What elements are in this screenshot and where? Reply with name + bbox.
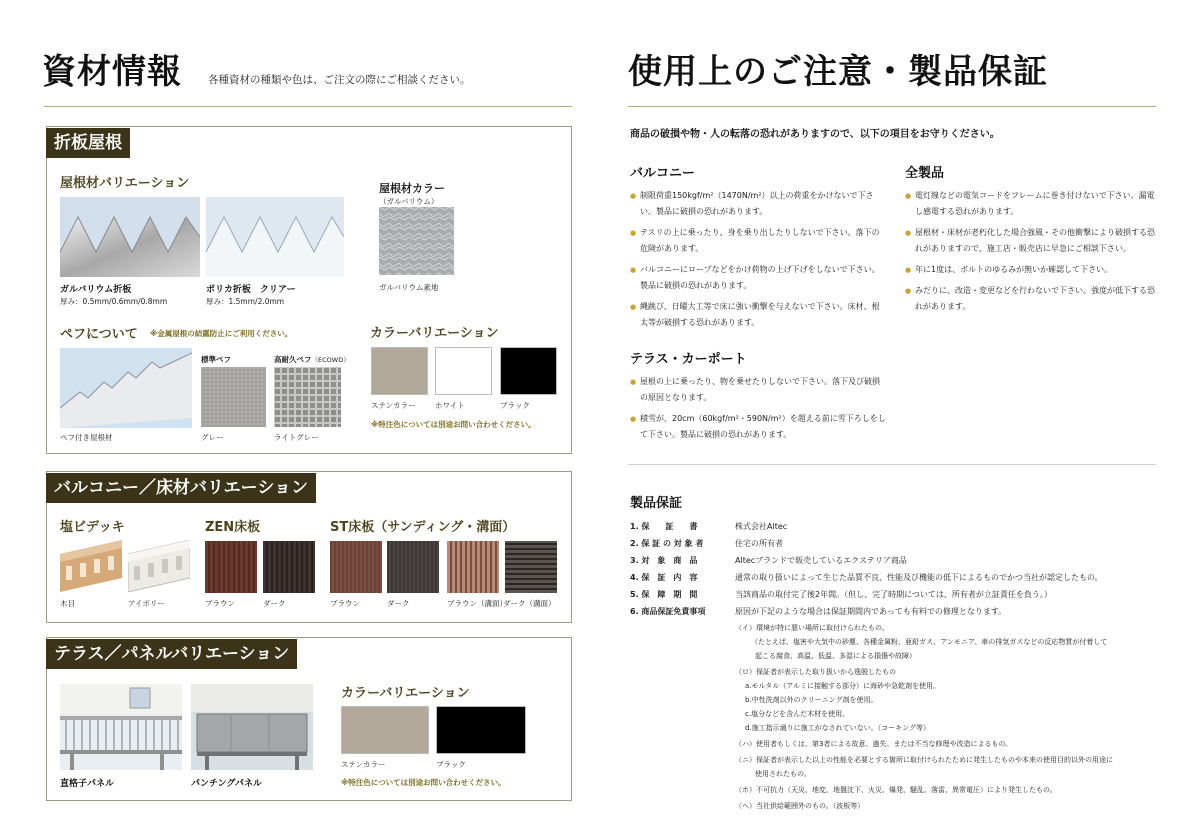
exclusion-line: （ヘ）当社供給範囲外のもの。（波板等）	[735, 802, 865, 810]
caution-balcony-item: ● 縄跳び、日曜大工等で床に強い衝撃を与えないで下さい。床材、根太等が破損する恐れがあります。	[630, 299, 886, 331]
right-page-title: 使用上のご注意・製品保証	[628, 52, 1048, 92]
warranty-row	[630, 535, 1103, 552]
roof-tag: 折板屋根	[46, 128, 130, 158]
st-swatch-dark	[387, 541, 439, 593]
pef-high-text: 高耐久ペフ	[274, 355, 312, 364]
zen-color-brown: ブラウン	[205, 599, 235, 608]
caution-all-item: ● 屋根材・床材が老朽化した場合強風・その他衝撃により破損する恐れがありますので、施工店・販売店に早急にご相談下さい。	[905, 225, 1160, 257]
caution-balcony-item: ● バルコニーにロープなどをかけ荷物の上げ下げをしないで下さい。製品に破損の恐れがあります。	[630, 262, 886, 294]
roof-color-variation-heading: カラーバリエーション	[370, 326, 499, 341]
pef-roof-image	[60, 348, 192, 428]
st-color-dark-grooved: ダーク（溝面）	[503, 599, 556, 608]
zen-swatch-brown	[205, 541, 257, 593]
st-color-dark: ダーク	[387, 599, 410, 608]
exclusion-line: 起こる腐食、高温、低温、多湿による損傷や故障）	[755, 652, 916, 660]
exclusion-line: c.塩分などを含んだ木材を使用。	[745, 710, 850, 718]
vinyl-deck-ivory	[128, 540, 190, 592]
lattice-panel-image	[60, 684, 182, 770]
vinyl-color-ivory: アイボリー	[128, 599, 165, 608]
warranty-row-label: 3. 対 象 商 品	[630, 556, 698, 565]
left-page-subtitle: 各種資材の種類や色は、ご注文の際にご相談ください。	[208, 74, 471, 86]
right-middle-rule	[628, 464, 1156, 465]
punching-panel-image	[191, 684, 313, 770]
caution-terrace-item: ● 屋根の上に乗ったり、物を乗せたりしないで下さい。落下及び破損の原因となります。	[630, 374, 886, 406]
caution-intro: 商品の破損や物・人の転落の恐れがありますので、以下の項目をお守りください。	[630, 129, 1000, 140]
polycarbonate-name: ポリカ折板 クリアー	[206, 285, 296, 295]
st-color-brown-grooved: ブラウン（溝面）	[447, 599, 507, 608]
pef-high-color: ライトグレー	[274, 433, 319, 442]
pef-note: ※金属屋根の結露防止にご利用ください。	[150, 329, 293, 338]
pef-heading: ペフについて	[60, 327, 138, 342]
warranty-row-label: 4. 保 証 内 容	[630, 573, 698, 582]
warranty-exclusions	[735, 621, 1113, 813]
warranty-row-value: 通常の取り扱いによって生じた品質不良、性能及び機能の低下によるものでかつ当社が認定したもの。	[735, 573, 1103, 582]
terrace-swatch-label-black: ブラック	[436, 760, 466, 769]
caution-all-heading: 全製品	[905, 166, 945, 181]
exclusion-line: （ニ）保証者が表示した以上の性能を必要とする箇所に取付けられたために発生したものや本来の使用目的以外の用途に	[735, 756, 1113, 764]
warranty-row-label: 1. 保 証 書	[630, 522, 698, 531]
caution-terrace-item: ● 積雪が、20cm（60kgf/m²・590N/m²）を超える前に雪下ろしをして下さい。製品に破損の恐れがあります。	[630, 411, 886, 443]
terrace-swatch-stain	[341, 706, 429, 754]
exclusion-line: b.中性洗剤以外のクリーニング剤を使用。	[745, 696, 878, 704]
st-swatch-brown	[330, 541, 382, 593]
punching-panel-label: パンチングパネル	[191, 779, 262, 789]
terrace-swatch-label-stain: ステンカラー	[341, 760, 386, 769]
roof-special-color-note: ※特注色については別途お問い合わせください。	[371, 420, 536, 429]
roof-swatch-black	[500, 347, 557, 395]
exclusion-line: （ロ）保証者が表示した取り扱いから逸脱したもの	[735, 668, 896, 676]
galvalume-texture-swatch	[379, 207, 454, 275]
galvalume-name: ガルバリウム折板	[60, 285, 132, 295]
warranty-row	[630, 603, 1103, 620]
pef-standard-label: 標準ペフ	[201, 355, 231, 364]
warranty-row	[630, 586, 1103, 603]
roof-swatch-stain	[371, 347, 428, 395]
caution-terrace-list	[630, 374, 886, 443]
st-color-brown: ブラウン	[330, 599, 360, 608]
roof-color-caption: ガルバリウム素地	[379, 283, 439, 292]
caution-balcony-heading: バルコニー	[630, 166, 696, 181]
exclusion-line: d.施工指示通りに施工がなされていない。（コーキング等）	[745, 724, 930, 732]
roof-swatch-label-black: ブラック	[500, 401, 530, 410]
pef-standard-swatch	[201, 367, 266, 427]
warranty-row-value: 株式会社Altec	[735, 522, 788, 531]
warranty-row-value: 当該商品の取付完了後2年間。（但し、完了時期については、所有者が立証責任を負う。）	[735, 590, 1052, 599]
caution-all-item: ● 電灯線などの電気コードをフレームに巻き付けないで下さい。漏電し感電する恐れがあります。	[905, 188, 1160, 220]
caution-terrace-heading: テラス・カーポート	[630, 352, 747, 367]
exclusion-line: 使用されたもの。	[755, 770, 811, 778]
st-swatch-dark-grooved	[505, 541, 557, 593]
caution-balcony-item: ● テスリの上に乗ったり、身を乗り出したりしないで下さい。落下の危険があります。	[630, 225, 886, 257]
left-page-title: 資材情報	[42, 52, 182, 92]
exclusion-line: （たとえば、塩害や大気中の砂塵、各種金属粉、亜鉛ガス、アンモニア、車の排気ガスなどの反応物質が付着して	[751, 638, 1108, 646]
terrace-color-heading: カラーバリエーション	[341, 686, 470, 701]
warranty-heading: 製品保証	[630, 496, 683, 511]
warranty-row-value: 原因が下記のような場合は保証期間内であっても有料での修理となります。	[735, 607, 1007, 616]
terrace-tag: テラス／パネルバリエーション	[46, 639, 297, 669]
right-header-rule	[628, 106, 1156, 107]
caution-all-item: ● 年に1度は、ボルトのゆるみが無いか確認して下さい。	[905, 262, 1160, 278]
caution-balcony-item: ● 制限荷重150kgf/m²（1470N/m²）以上の荷重をかけないで下さい。製品に破損の恐れがあります。	[630, 188, 886, 220]
pef-high-swatch	[274, 367, 341, 427]
warranty-row-label: 2. 保 証 の 対 象 者	[630, 539, 704, 548]
zen-color-dark: ダーク	[263, 599, 286, 608]
balcony-tag: バルコニー／床材バリエーション	[46, 473, 316, 503]
pef-caption: ペフ付き屋根材	[60, 433, 113, 442]
st-deck-heading: ST床板（サンディング・溝面）	[330, 520, 516, 535]
caution-all-item: ● みだりに、改造・変更などを行わないで下さい。強度が低下する恐れがあります。	[905, 283, 1160, 315]
terrace-special-color-note: ※特注色については別途お問い合わせください。	[341, 778, 506, 787]
exclusion-line: （ホ）不可抗力（天災、地変、地盤沈下、火災、爆発、騒乱、落雷、異常電圧）により発生したもの。	[735, 786, 1057, 794]
exclusion-line: （イ）環境が特に悪い場所に取付けられたもの。	[735, 624, 889, 632]
warranty-row	[630, 518, 1103, 535]
roof-swatch-white	[435, 347, 492, 395]
warranty-row-value: Altecブランドで販売しているエクステリア商品	[735, 556, 907, 565]
roof-color-sub: （ガルバリウム）	[379, 197, 439, 206]
roof-swatch-label-white: ホワイト	[435, 401, 465, 410]
zen-swatch-dark	[263, 541, 315, 593]
left-header-rule	[44, 106, 572, 107]
vinyl-deck-woodgrain	[60, 540, 122, 592]
st-swatch-brown-grooved	[447, 541, 499, 593]
polycarbonate-thickness: 厚み：1.5mm/2.0mm	[206, 297, 285, 306]
warranty-row-label: 6. 商品保証免責事項	[630, 607, 706, 616]
polycarbonate-roof-image	[206, 197, 344, 277]
roof-swatch-label-stain: ステンカラー	[371, 401, 416, 410]
galvalume-roof-image	[60, 197, 200, 277]
warranty-table	[630, 518, 1103, 620]
exclusion-line: （ハ）使用者もしくは、第3者による故意、過失、または不当な修理や改造によるもの。	[735, 740, 1013, 748]
zen-deck-heading: ZEN床板	[205, 520, 261, 535]
roof-color-heading: 屋根材カラー	[379, 182, 445, 195]
lattice-panel-label: 直格子パネル	[60, 779, 115, 789]
vinyl-color-woodgrain: 木目	[60, 599, 75, 608]
warranty-row	[630, 569, 1103, 586]
warranty-row-label: 5. 保 障 期 間	[630, 590, 698, 599]
pef-high-label	[274, 354, 350, 365]
warranty-row	[630, 552, 1103, 569]
vinyl-deck-heading: 塩ビデッキ	[60, 520, 125, 535]
pef-high-sub: （ECOWD）	[311, 356, 350, 364]
terrace-swatch-black	[436, 706, 526, 754]
exclusion-line: a.モルタル（アルミに接触する部分）に海砂や急乾剤を使用。	[745, 682, 940, 690]
caution-balcony-list	[630, 188, 886, 331]
galvalume-thickness: 厚み：0.5mm/0.6mm/0.8mm	[60, 297, 168, 306]
roof-material-heading: 屋根材バリエーション	[60, 176, 190, 191]
warranty-row-value: 住宅の所有者	[735, 539, 783, 548]
caution-all-list	[905, 188, 1160, 315]
pef-standard-color: グレー	[201, 433, 224, 442]
